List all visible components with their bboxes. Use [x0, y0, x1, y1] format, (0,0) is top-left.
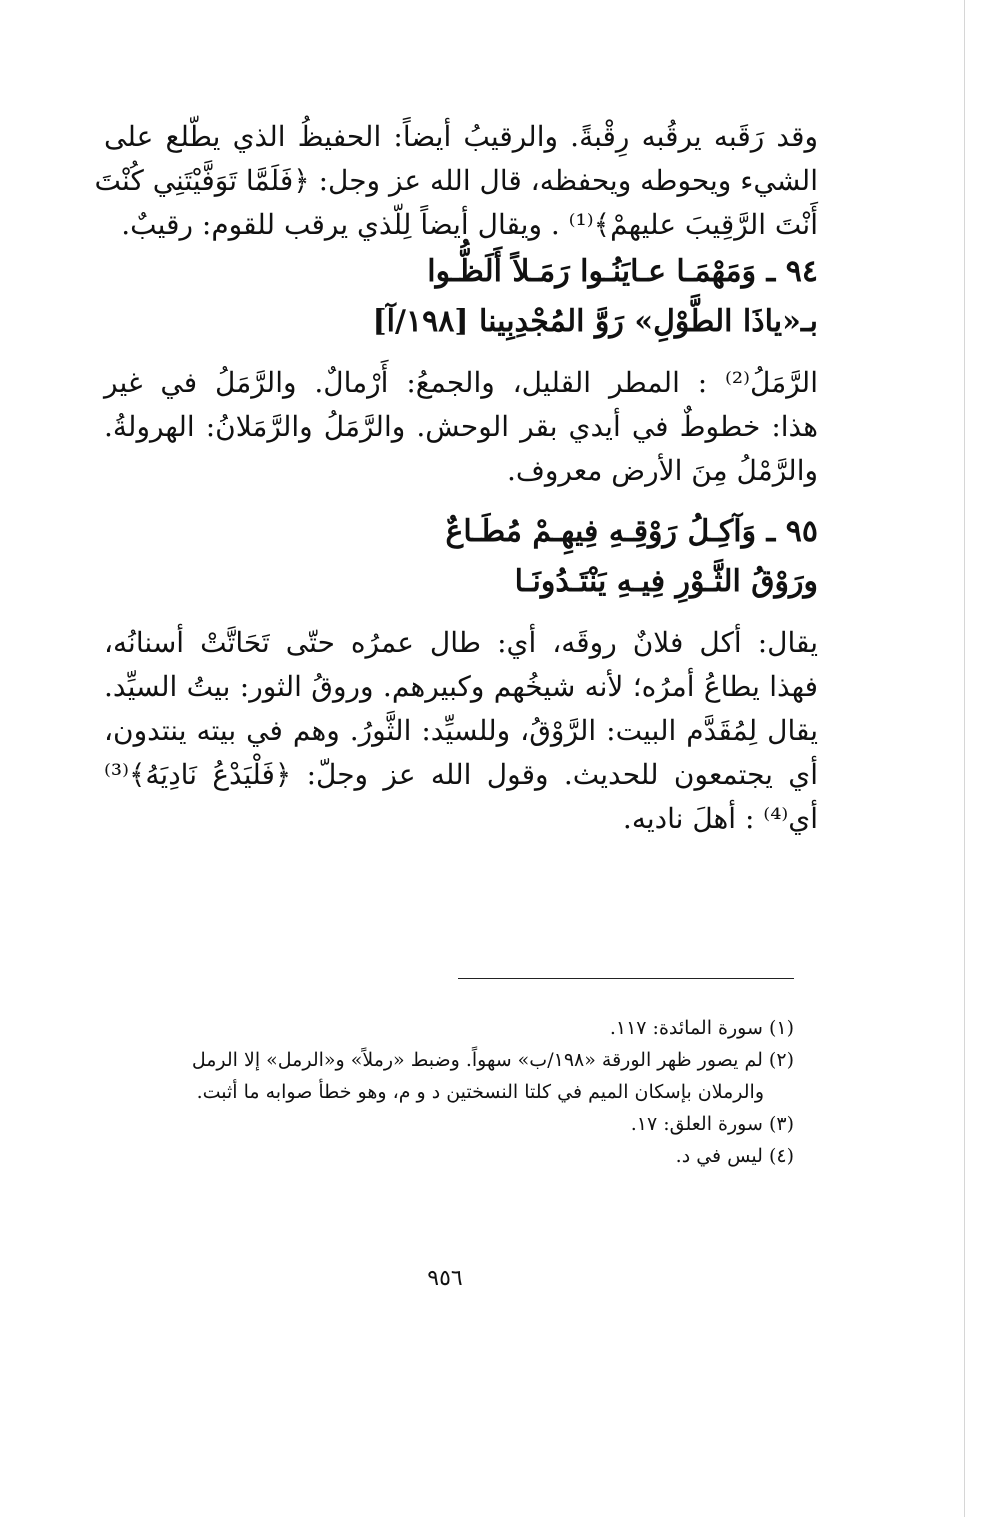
page-number: ٩٥٦	[427, 1266, 463, 1291]
footnote-2: (٢) لم يصور ظهر الورقة «١٩٨/ب» سهواً. وضبط «رملاً» و«الرمل» إلا الرمل	[191, 1049, 794, 1071]
scan-edge-line	[964, 0, 965, 1517]
footnote-1: (١) سورة المائدة: ١١٧.	[609, 1017, 794, 1039]
paragraph-rawq	[104, 621, 818, 841]
footnote-separator	[458, 978, 794, 979]
paragraph-raqib	[94, 115, 818, 247]
paragraph-ramal	[104, 361, 818, 493]
text-line: الشيء ويحوطه ويحفظه، قال الله عز وجل: ﴿فَلَمَّا تَوَفَّيْتَنِي كُنْتَ	[94, 164, 818, 197]
verse-94	[104, 247, 818, 347]
page-body	[94, 115, 818, 841]
footnote-2-continued: والرملان بإسكان الميم في كلتا النسختين د و م، وهو خطأ صوابه ما أثبت.	[196, 1081, 764, 1103]
text-line: وقد رَقَبه يرقُبه رِقْبةً. والرقيبُ أيضاً: الحفيظُ الذي يطّلع على	[104, 120, 818, 153]
verse-line: ٩٥ ـ وَآكِـلُ رَوْقِـهِ فِيهِـمْ مُطَـاعٌ	[445, 514, 818, 549]
text-line: يقال: أكل فلانٌ روقَه، أي: طال عمرُه حتّى تَحَاتَّتْ أسنانُه،	[104, 626, 818, 659]
text-line: أي يجتمعون للحديث. وقول الله عز وجلّ: ﴿فَلْيَدْعُ نَادِيَهُ﴾⁽³⁾	[104, 758, 818, 791]
verse-line: بـ«ياذَا الطَّوْلِ» رَوَّ المُجْدِبِينا [١٩٨/آ]	[372, 304, 818, 339]
verse-line: ورَوْقُ الثَّـوْرِ فِيـهِ يَنْتَـدُونَـا	[514, 564, 818, 599]
text-line: أَنْتَ الرَّقِيبَ عليهمْ﴾⁽¹⁾ . ويقال أيضاً لِلّذي يرقب للقوم: رقيبٌ.	[121, 208, 818, 241]
text-line: والرَّمْلُ مِنَ الأرض معروف.	[506, 454, 818, 487]
footnote-4: (٤) ليس في د.	[675, 1145, 794, 1167]
verse-line: ٩٤ ـ وَمَهْمَـا عـايَنُـوا رَمَـلاً أَلَظُّـوا	[427, 254, 818, 289]
text-line: فهذا يطاعُ أمرُه؛ لأنه شيخُهم وكبيرهم. وروقُ الثور: بيتُ السيِّد.	[104, 670, 818, 703]
text-line: الرَّمَلُ⁽²⁾ : المطر القليل، والجمعُ: أَرْمالٌ. والرَّمَلُ في غير	[104, 366, 818, 399]
text-line: يقال لِمُقَدَّم البيت: الرَّوْقُ، وللسيِّد: الثَّورُ. وهم في بيته ينتدون،	[104, 714, 818, 747]
footnotes	[104, 1012, 794, 1172]
text-line: هذا: خطوطٌ في أيدي بقر الوحش. والرَّمَلُ والرَّمَلانُ: الهرولةُ.	[104, 410, 818, 443]
text-line: أي⁽⁴⁾ : أهلَ ناديه.	[622, 802, 818, 835]
verse-95	[104, 507, 818, 607]
footnote-3: (٣) سورة العلق: ١٧.	[630, 1113, 794, 1135]
